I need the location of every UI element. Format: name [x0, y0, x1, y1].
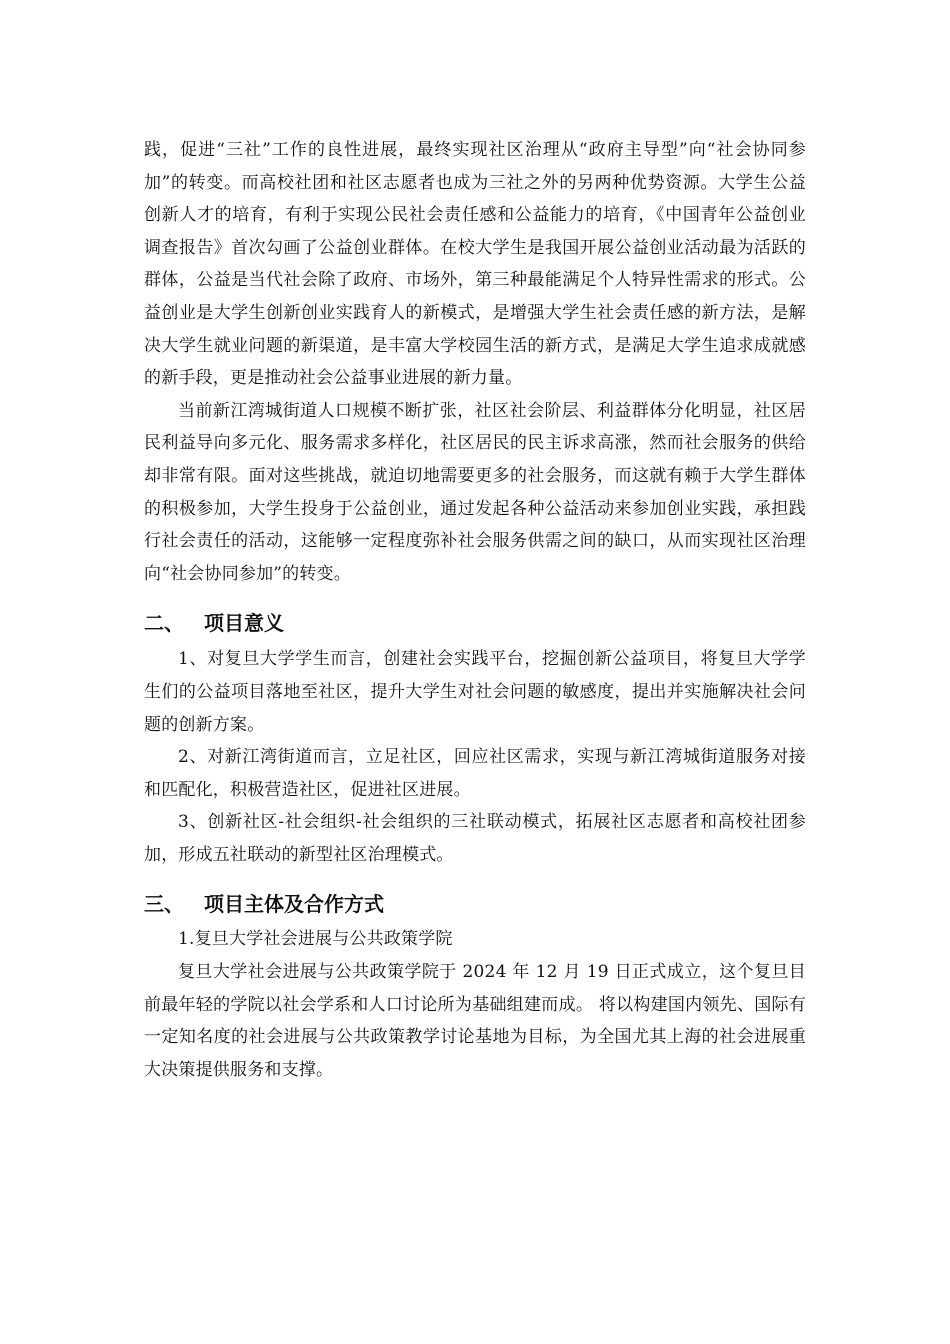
section-title: 项目主体及合作方式 [204, 892, 384, 917]
section-title: 项目意义 [204, 611, 284, 636]
significance-item-2: 2、对新江湾街道而言，立足社区，回应社区需求，实现与新江湾城街道服务对接和匹配化，积极营造社区，促进社区进展。 [144, 747, 806, 800]
intro-paragraph-2: 当前新江湾城街道人口规模不断扩张，社区社会阶层、利益群体分化明显，社区居民利益导向多元化、服务需求多样化，社区居民的民主诉求高涨，然而社会服务的供给却非常有限。面对这些挑战，就迫切地需要更多的社会服务，而这就有赖于大学生群体的积极参加，大学生投身于公益创业，通过发起各种公益活动来参加创业实践，承担践行社会责任的活动，这能够一定程度弥补社会服务供需之间的缺口，从而实现社区治理向“社会协同参加”的转变。 [144, 400, 806, 584]
subsection-heading: 1.复旦大学社会进展与公共政策学院 [178, 929, 453, 950]
intro-paragraph-1: 践，促进“三社”工作的良性进展，最终实现社区治理从“政府主导型”向“社会协同参加”的转变。而高校社团和社区志愿者也成为三社之外的另两种优势资源。大学生公益创新人才的培育，有利于实现公民社会责任感和公益能力的培育，《中国青年公益创业调查报告》首次勾画了公益创业群体。在校大学生是我国开展公益创业活动最为活跃的群体，公益是当代社会除了政府、市场外，第三种最能满足个人特异性需求的形式。公益创业是大学生创新创业实践育人的新模式，是增强大学生社会责任感的新方法，是解决大学生就业问题的新渠道，是丰富大学校园生活的新方式，是满足大学生追求成就感的新手段，更是推动社会公益事业进展的新力量。 [144, 140, 806, 389]
document-page [144, 134, 806, 1086]
school-paragraph: 复旦大学社会进展与公共政策学院于 2024 年 12 月 19 日正式成立，这个复旦目前最年轻的学院以社会学系和人口讨论所为基础组建而成。 将以构建国内领先、国际有一定知名度的社会进展与公共政策教学讨论基地为目标，为全国尤其上海的社会进展重大决策提供服务和支撑。 [144, 962, 806, 1080]
significance-item-1: 1、对复旦大学学生而言，创建社会实践平台，挖掘创新公益项目，将复旦大学学生们的公益项目落地至社区，提升大学生对社会问题的敏感度，提出并实施解决社会问题的创新方案。 [144, 649, 806, 735]
section-heading-subjects [144, 889, 806, 919]
section-heading-significance [144, 608, 806, 638]
significance-item-3: 3、创新社区-社会组织-社会组织的三社联动模式，拓展社区志愿者和高校社团参加，形成五社联动的新型社区治理模式。 [144, 812, 806, 865]
section-number: 三、 [144, 892, 184, 917]
section-number: 二、 [144, 611, 184, 636]
